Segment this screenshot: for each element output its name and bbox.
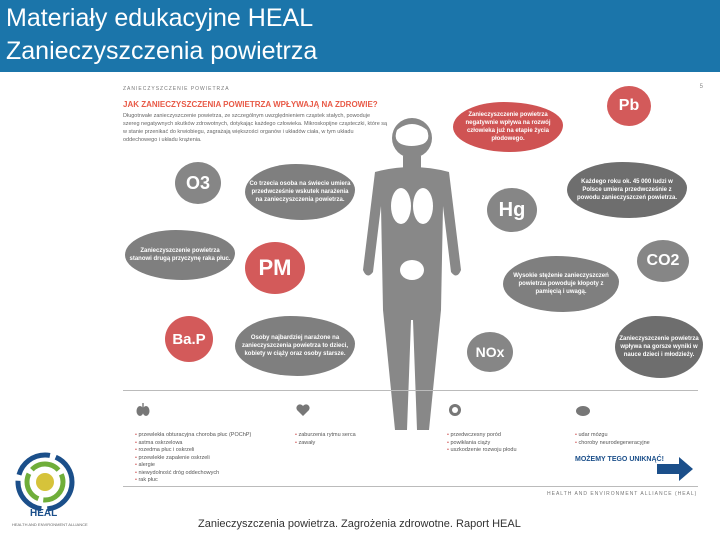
memory-impact-bubble: Wysokie stężenie zanieczyszczeń powietrza powoduje kłopoty z pamięcią i uwagą.: [503, 256, 619, 312]
call-to-action-text: MOŻEMY TEGO UNIKNĄĆ!: [575, 456, 664, 463]
arrow-right-icon: [655, 455, 695, 483]
pollutant-bap-badge: Ba.P: [165, 316, 213, 362]
infographic-poster: [95, 80, 707, 500]
heart-diseases-list: [295, 432, 415, 447]
alliance-footer: HEALTH AND ENVIRONMENT ALLIANCE (HEAL): [547, 491, 698, 497]
children-learning-bubble: Zanieczyszczenie powietrza wpływa na gorsze wyniki w nauce dzieci i młodzieży.: [615, 316, 703, 378]
brain-icon: [575, 402, 591, 418]
heal-logo-icon: [10, 452, 80, 516]
heal-logo-name: HEAL: [30, 508, 58, 519]
lung-cancer-bubble: Zanieczyszczenie powietrza stanowi drugą przyczynę raka płuc.: [125, 230, 235, 280]
heart-icon: [295, 402, 311, 418]
pollutant-nox-badge: NOx: [467, 332, 513, 372]
pregnancy-icon: [447, 402, 463, 418]
list-item: • przedwczesny poród: [447, 432, 567, 440]
lung-diseases-list: [135, 432, 285, 485]
poster-page-number: 5: [699, 84, 703, 90]
list-item: • zawały: [295, 440, 415, 448]
list-item: • udar mózgu: [575, 432, 695, 440]
list-item: • powikłania ciąży: [447, 440, 567, 448]
list-item: • przewlekłe zapalenie oskrzeli: [135, 455, 285, 463]
deaths-statistic-bubble: Każdego roku ok. 45 000 ludzi w Polsce umiera przedwcześnie z powodu zanieczyszczeń powietrza.: [567, 162, 687, 218]
poster-divider-bottom: [123, 486, 698, 487]
poster-heading: JAK ZANIECZYSZCZENIA POWIETRZA WPŁYWAJĄ NA ZDROWIE?: [123, 100, 378, 109]
poster-divider-top: [123, 390, 698, 391]
pollutant-co2-badge: CO2: [637, 240, 689, 282]
pollutant-hg-badge: Hg: [487, 188, 537, 232]
vulnerable-groups-bubble: Osoby najbardziej narażone na zanieczyszczenia powietrza to dzieci, kobiety w ciąży oraz osoby starsze.: [235, 316, 355, 376]
title-line-2: Zanieczyszczenia powietrza: [6, 37, 318, 65]
list-item: • niewydolność dróg oddechowych: [135, 470, 285, 478]
list-item: • rak płuc: [135, 477, 285, 485]
brain-diseases-list: [575, 432, 695, 447]
pregnancy-risks-list: [447, 432, 567, 455]
pollutant-o3-badge: O3: [175, 162, 221, 204]
list-item: • uszkodzenie rozwoju płodu: [447, 447, 567, 455]
list-item: • alergie: [135, 462, 285, 470]
list-item: • choroby neurodegeneracyjne: [575, 440, 695, 448]
title-bar: [0, 0, 720, 72]
list-item: • astma oskrzelowa: [135, 440, 285, 448]
lungs-icon: [135, 402, 151, 418]
prenatal-impact-bubble: Zanieczyszczenie powietrza negatywnie wpływa na rozwój człowieka już na etapie życia płodowego.: [453, 102, 563, 152]
heal-logo-subtitle: HEALTH AND ENVIRONMENT ALLIANCE: [12, 522, 88, 527]
pollutant-pb-badge: Pb: [607, 86, 651, 126]
list-item: • rozedma płuc i oskrzeli: [135, 447, 285, 455]
list-item: • przewlekła obturacyjna choroba płuc (POChP): [135, 432, 285, 440]
global-mortality-bubble: Co trzecia osoba na świecie umiera przedwcześnie wskutek narażenia na zanieczyszczenia powietrza.: [245, 164, 355, 220]
poster-intro: Długotrwałe zanieczyszczenie powietrza, ze szczególnym uwzględnieniem cząstek stałych, powoduje szereg negatywnych skutków zdrowotnych, dotykając każdego człowieka. Mikroskopijne cząsteczki, które są w stanie przenikać do krwiobiegu, zagrażają większości organów i układów ciała, w tym układu oddechowego i układu krążenia.: [123, 113, 388, 143]
list-item: • zaburzenia rytmu serca: [295, 432, 415, 440]
pollutant-pm-badge: PM: [245, 242, 305, 294]
title-line-1: Materiały edukacyjne HEAL: [6, 4, 314, 32]
poster-section-label: ZANIECZYSZCZENIE POWIETRZA: [123, 86, 230, 92]
image-caption: Zanieczyszczenia powietrza. Zagrożenia zdrowotne. Raport HEAL: [198, 518, 521, 530]
